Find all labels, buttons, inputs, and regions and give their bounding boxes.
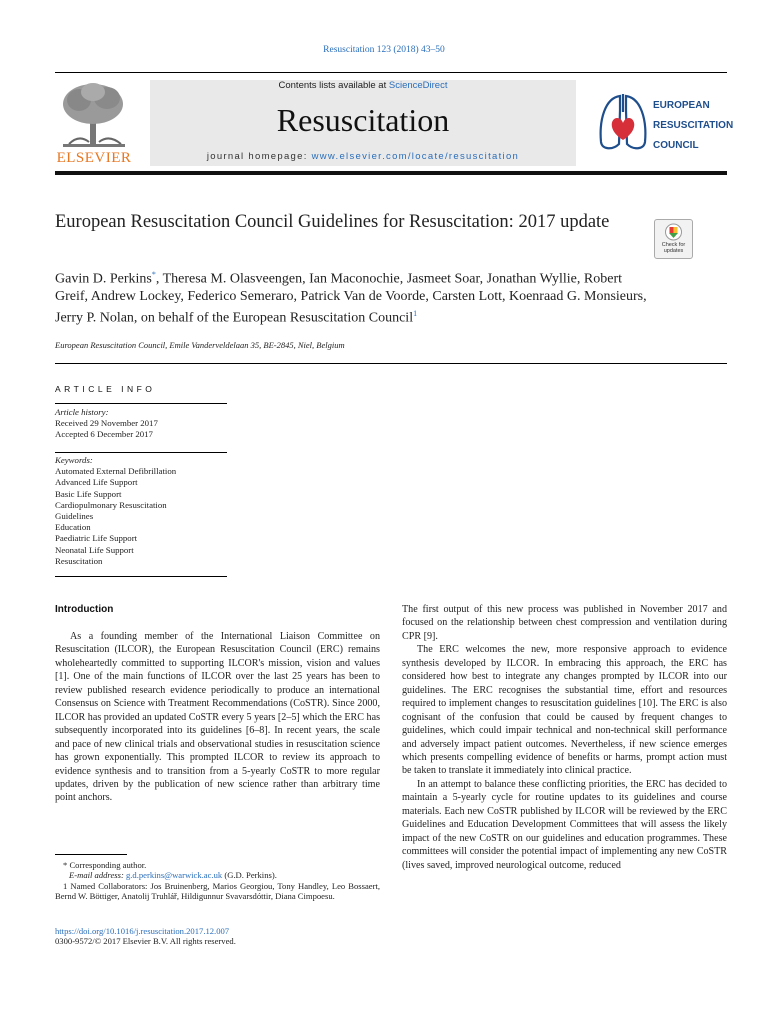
email-note <box>55 870 380 880</box>
contents-line <box>150 80 576 91</box>
top-rule <box>55 72 727 73</box>
homepage-prefix: journal homepage: <box>206 151 312 162</box>
corresponding-note: * Corresponding author. <box>63 860 147 870</box>
article-info-heading: ARTICLE INFO <box>55 384 156 394</box>
keyword: Cardiopulmonary Resuscitation <box>55 499 167 510</box>
journal-title: Resuscitation <box>276 102 450 138</box>
contents-prefix: Contents lists available at <box>278 80 389 91</box>
email-link[interactable]: g.d.perkins@warwick.ac.uk <box>125 870 223 881</box>
sidebar-rule <box>55 576 227 577</box>
left-column <box>55 630 380 805</box>
footnote-rule <box>55 854 127 855</box>
received-date: Received 29 November 2017 <box>55 418 158 429</box>
co-authors: , Theresa M. Olasveengen, Ian Maconochie, Jasmeet Soar, Jonathan Wyllie, Robert Greif, Andrew Lockey, Federico Semeraro, Patrick Van de Voorde, Carsten Lott, Koenraad G. Monsieurs, Jerry P. Nolan, on behalf of the European Resuscitation Council <box>55 271 647 326</box>
section-heading-introduction: Introduction <box>55 604 114 615</box>
sciencedirect-link[interactable]: ScienceDirect <box>388 80 448 91</box>
sidebar-rule <box>55 403 227 404</box>
collaborators-mark[interactable]: 1 <box>413 308 418 318</box>
affiliation: European Resuscitation Council, Emile Vanderveldelaan 35, BE-2845, Niel, Belgium <box>55 340 345 350</box>
corresponding-mark[interactable]: * <box>151 270 156 279</box>
keyword: Advanced Life Support <box>55 477 138 488</box>
erc-logo[interactable] <box>595 90 735 160</box>
elsevier-tree-icon <box>59 82 129 148</box>
keyword: Resuscitation <box>55 555 103 566</box>
author-list <box>55 266 655 326</box>
keyword: Guidelines <box>55 511 94 522</box>
crossmark-label: Check for updates <box>661 242 686 254</box>
journal-banner <box>150 80 576 166</box>
article-history <box>55 407 158 441</box>
lungs-heart-icon <box>595 90 651 154</box>
keywords <box>55 455 176 567</box>
doi-block <box>55 926 236 947</box>
journal-citation[interactable]: Resuscitation 123 (2018) 43–50 <box>323 45 445 55</box>
email-label: E-mail address: <box>69 870 126 881</box>
erc-line: COUNCIL <box>653 140 699 151</box>
sidebar-rule <box>55 452 227 453</box>
paragraph: In an attempt to balance these conflicting priorities, the ERC has decided to maintain a 5-yearly cycle for routine updates to its guidelines and course materials. Each new CoSTR published by ILCOR will be reviewed by the ERC Guidelines and Education Development Committees that will assess the likely impact of the new CoSTR on our guidelines and education programmes. These committees will consider the potential impact of implementing any new CoSTR (lives saved, improved neurological outcome, reduced <box>402 778 727 871</box>
paragraph: As a founding member of the International Liaison Committee on Resuscitation (ILCOR), the European Resuscitation Council (ERC) remains wholeheartedly committed to supporting ILCOR's mission, vision and values [1]. One of the main functions of ILCOR over the last 25 years has been to review published research evidence periodically to produce an international Consensus on Science with Treatment Recommendations (CoSTR). Since 2000, ILCOR has provided an updated CoSTR every 5 years [2–5] which the ERC has subsequently incorporated into its guidelines [6–8]. In recent years, the scale and pace of new clinical trials and observational studies in resuscitation science has grown exponentially. This prompted ILCOR to review its approach to evidence synthesis and to transition from a 5-yearly CoSTR to more regular updates, driven by the publication of new science rather than arbitrary time point anchors. <box>55 631 380 804</box>
keyword: Education <box>55 522 91 533</box>
elsevier-logo[interactable] <box>55 80 133 166</box>
doi-link[interactable]: https://doi.org/10.1016/j.resuscitation.2017.12.007 <box>55 926 230 936</box>
corresponding-author[interactable]: Gavin D. Perkins <box>55 271 152 287</box>
paragraph: The first output of this new process was published in November 2017 and focused on the relationship between chest compression and ventilation during CPR [9]. <box>402 604 727 642</box>
footnotes <box>55 860 380 902</box>
masthead-rule <box>55 171 727 175</box>
right-column <box>402 603 727 872</box>
keyword: Paediatric Life Support <box>55 533 138 544</box>
accepted-date: Accepted 6 December 2017 <box>55 429 153 440</box>
check-for-updates-button[interactable] <box>654 219 693 259</box>
erc-line: EUROPEAN <box>653 100 710 111</box>
email-suffix: (G.D. Perkins). <box>222 870 277 881</box>
keyword: Basic Life Support <box>55 488 122 499</box>
keywords-label: Keywords: <box>55 455 93 465</box>
homepage-link[interactable]: www.elsevier.com/locate/resuscitation <box>311 151 520 162</box>
paragraph: The ERC welcomes the new, more responsive approach to evidence synthesis developed by ILCOR. In embracing this approach, the ERC has considered how best to integrate any changes prompted by ILCOR into our guidelines. The ERC recognises the substantial time, effort and resources required to implement changes to resuscitation guidelines [10]. The ERC is also cognisant of the confusion that could be caused by frequent changes to guidelines, which could impair technical and non-technical skill performance and adversely impact patient outcomes. Nevertheless, if new science emerges which presents compelling evidence of benefits or harms, prompt action must be taken to translate it immediately into clinical practice. <box>402 644 727 777</box>
collaborators-note: 1 Named Collaborators: Jos Bruinenberg, Marios Georgiou, Tony Handley, Leo Bossaert, Bernd W. Böttiger, Anatolij Truhlář, Hildigunnur Svavarsdóttir, Diana Cimpoesu. <box>55 880 380 902</box>
copyright: 0300-9572/© 2017 Elsevier B.V. All rights reserved. <box>55 936 236 947</box>
homepage-line <box>150 151 576 162</box>
history-label: Article history: <box>55 407 109 417</box>
article-title: European Resuscitation Council Guidelines for Resuscitation: 2017 update <box>55 212 610 232</box>
keyword: Automated External Defibrillation <box>55 466 177 477</box>
elsevier-wordmark: ELSEVIER <box>56 150 132 166</box>
section-rule <box>55 363 727 364</box>
masthead <box>55 80 734 166</box>
keyword: Neonatal Life Support <box>55 544 134 555</box>
erc-wordmark <box>653 96 733 156</box>
erc-line: RESUSCITATION <box>653 120 734 131</box>
